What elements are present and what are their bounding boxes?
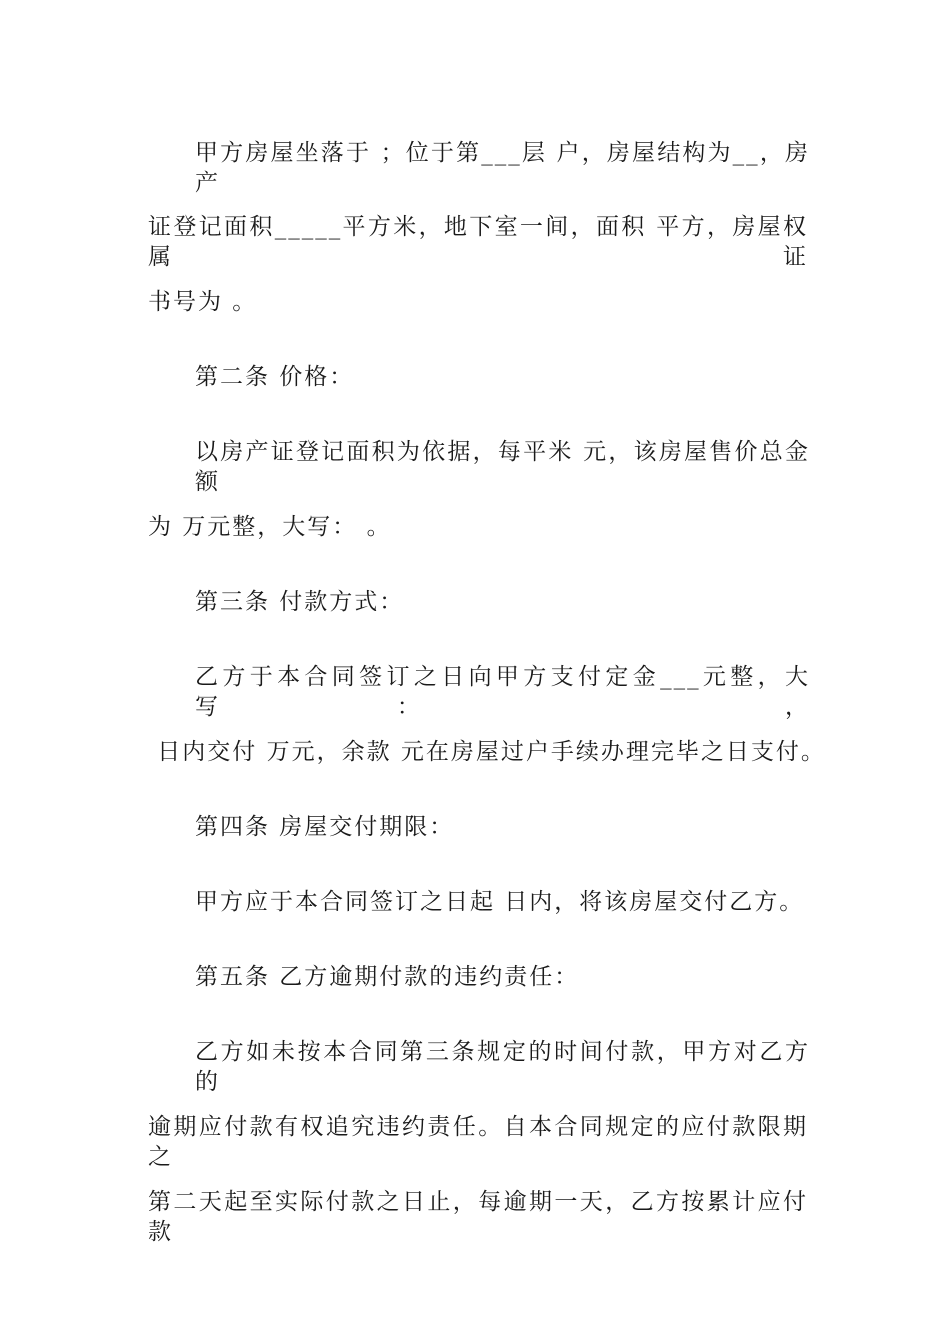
article-5-heading: 第五条 乙方逾期付款的违约责任： <box>195 964 580 990</box>
article-2-heading: 第二条 价格： <box>195 364 355 390</box>
paragraph-1-line-2: 证登记面积_____平方米，地下室一间，面积 平方，房屋权属证 <box>148 214 808 270</box>
article-4-heading: 第四条 房屋交付期限： <box>195 814 455 840</box>
paragraph-9-line-3: 第二天起至实际付款之日止，每逾期一天，乙方按累计应付款 <box>148 1189 808 1245</box>
paragraph-1-line-3: 书号为 。 <box>148 289 258 315</box>
article-3-heading: 第三条 付款方式： <box>195 589 405 615</box>
paragraph-3-line-2: 为 万元整，大写： 。 <box>148 514 392 540</box>
paragraph-9-line-2: 逾期应付款有权追究违约责任。自本合同规定的应付款限期之 <box>148 1114 808 1170</box>
paragraph-1-line-1: 甲方房屋坐落于 ；位于第___层 户，房屋结构为__，房产 <box>195 140 810 196</box>
paragraph-5-line-2: 日内交付 万元，余款 元在房屋过户手续办理完毕之日支付。 <box>148 739 826 765</box>
paragraph-3-line-1: 以房产证登记面积为依据，每平米 元，该房屋售价总金额 <box>195 439 810 495</box>
paragraph-9-line-1: 乙方如未按本合同第三条规定的时间付款，甲方对乙方的 <box>195 1039 810 1095</box>
paragraph-5-line-1: 乙方于本合同签订之日向甲方支付定金___元整，大写： ， <box>195 664 810 720</box>
paragraph-7-line-1: 甲方应于本合同签订之日起 日内，将该房屋交付乙方。 <box>195 889 805 915</box>
